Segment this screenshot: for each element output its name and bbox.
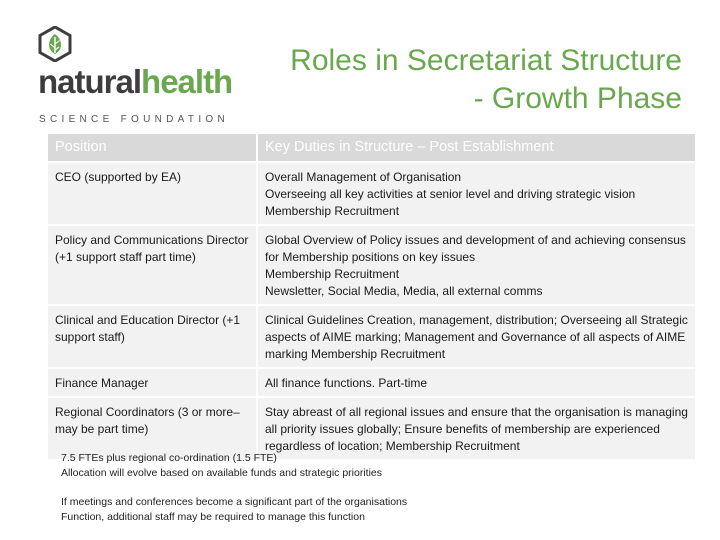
footnote-spacer	[61, 481, 661, 495]
duties-cell	[257, 162, 695, 225]
duty-line: Overseeing all key activities at senior level and driving strategic vision	[265, 187, 636, 201]
title-line-1: Roles in Secretariat Structure	[290, 44, 682, 77]
footnotes	[61, 451, 661, 525]
slide-title	[242, 42, 682, 118]
table-row	[48, 368, 695, 397]
leaf-hexagon-icon	[38, 26, 72, 62]
table-row	[48, 162, 695, 225]
duty-line: All finance functions. Part-time	[265, 376, 428, 390]
duty-line: Overall Management of Organisation	[265, 170, 462, 184]
position-cell: Clinical and Education Director (+1 support staff)	[48, 305, 257, 368]
logo-wordmark: naturalhealth	[38, 63, 233, 100]
table-row	[48, 225, 695, 305]
table-row	[48, 305, 695, 368]
footnote-line: Function, additional staff may be required to manage this function	[61, 511, 365, 523]
duty-line: Newsletter, Social Media, Media, all external comms	[265, 284, 543, 298]
logo	[38, 26, 248, 125]
logo-subtitle: SCIENCE FOUNDATION	[39, 114, 229, 125]
duty-line: Stay abreast of all regional issues and ensure that the organisation is managing all priority issues globally; Ensure benefits of membership are experienced regardless of location; Membership Recruitment	[265, 405, 688, 453]
footnote-line: If meetings and conferences become a significant part of the organisations	[61, 496, 408, 508]
duty-line: Membership Recruitment	[265, 204, 400, 218]
roles-table	[48, 134, 695, 461]
duties-cell	[257, 225, 695, 305]
footnote-line: Allocation will evolve based on available funds and strategic priorities	[61, 467, 383, 479]
position-cell: Regional Coordinators (3 or more– may be part time)	[48, 397, 257, 460]
header-position: Position	[48, 134, 257, 162]
position-cell: CEO (supported by EA)	[48, 162, 257, 225]
duties-cell	[257, 368, 695, 397]
duty-line: Membership Recruitment	[265, 267, 400, 281]
table-header-row	[48, 134, 695, 162]
footnote-line: 7.5 FTEs plus regional co-ordination (1.5 FTE)	[61, 452, 277, 464]
duty-line: Global Overview of Policy issues and development of and achieving consensus for Membership positions on key issues	[265, 233, 686, 264]
position-cell: Finance Manager	[48, 368, 257, 397]
position-cell: Policy and Communications Director (+1 support staff part time)	[48, 225, 257, 305]
title-line-2: - Growth Phase	[473, 82, 682, 115]
header-key-duties: Key Duties in Structure – Post Establishment	[257, 134, 695, 162]
duties-cell	[257, 305, 695, 368]
duty-line: Clinical Guidelines Creation, management, distribution; Overseeing all Strategic aspects of AIME marking; Management and Governance of all aspects of AIME marking Membership Recruitment	[265, 313, 688, 361]
